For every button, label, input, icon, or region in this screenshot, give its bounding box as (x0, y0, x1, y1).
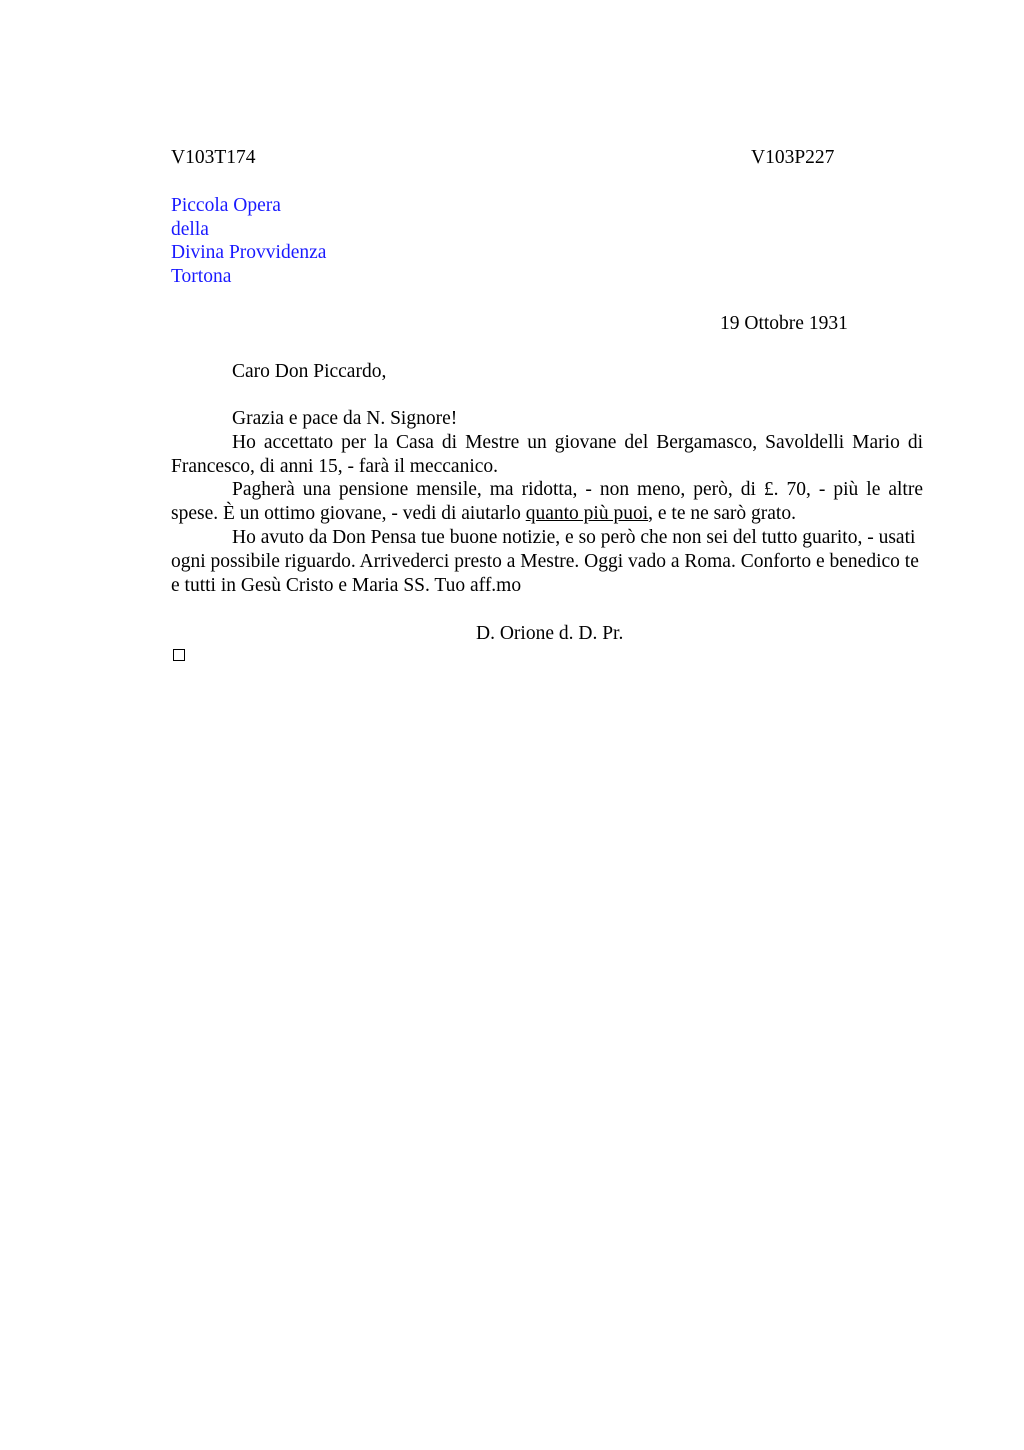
square-outline-icon (173, 649, 185, 661)
body-paragraph (171, 478, 923, 526)
letterhead (171, 194, 326, 289)
letterhead-line: Divina Provvidenza (171, 242, 327, 264)
letterhead-line: della (171, 218, 209, 240)
letterhead-line: Tortona (171, 266, 232, 288)
letter-date: 19 Ottobre 1931 (720, 313, 848, 334)
body-paragraph: Ho avuto da Don Pensa tue buone notizie, e so però che non sei del tutto guarito, - usati ogni possibile riguardo. Arrivederci presto a Mestre. Oggi vado a Roma. Conforto e benedico te e tutti in Gesù Cristo e Maria SS. Tuo aff.mo (171, 526, 919, 596)
body-paragraph-greeting: Grazia e pace da N. Signore! (232, 408, 458, 429)
letterhead-line: Piccola Opera (171, 195, 281, 216)
body-paragraph: Ho accettato per la Casa di Mestre un giovane del Bergamasco, Savoldelli Mario di Francesco, di anni 15, - farà il meccanico. (171, 431, 923, 477)
body-text-run: , e te ne sarò grato. (648, 503, 796, 525)
salutation: Caro Don Piccardo, (232, 361, 387, 382)
body-text-run: Pagherà una pensione mensile, ma ridotta, - non meno, però, di £. 70, - più le altre spese. È un ottimo giovane, - vedi di aiutarlo (171, 479, 923, 525)
document-ref-right: V103P227 (751, 147, 835, 168)
underlined-phrase: quanto più puoi (525, 503, 649, 525)
signature: D. Orione d. D. Pr. (476, 623, 624, 644)
document-ref-left: V103T174 (171, 147, 256, 168)
letter-body (171, 407, 923, 597)
